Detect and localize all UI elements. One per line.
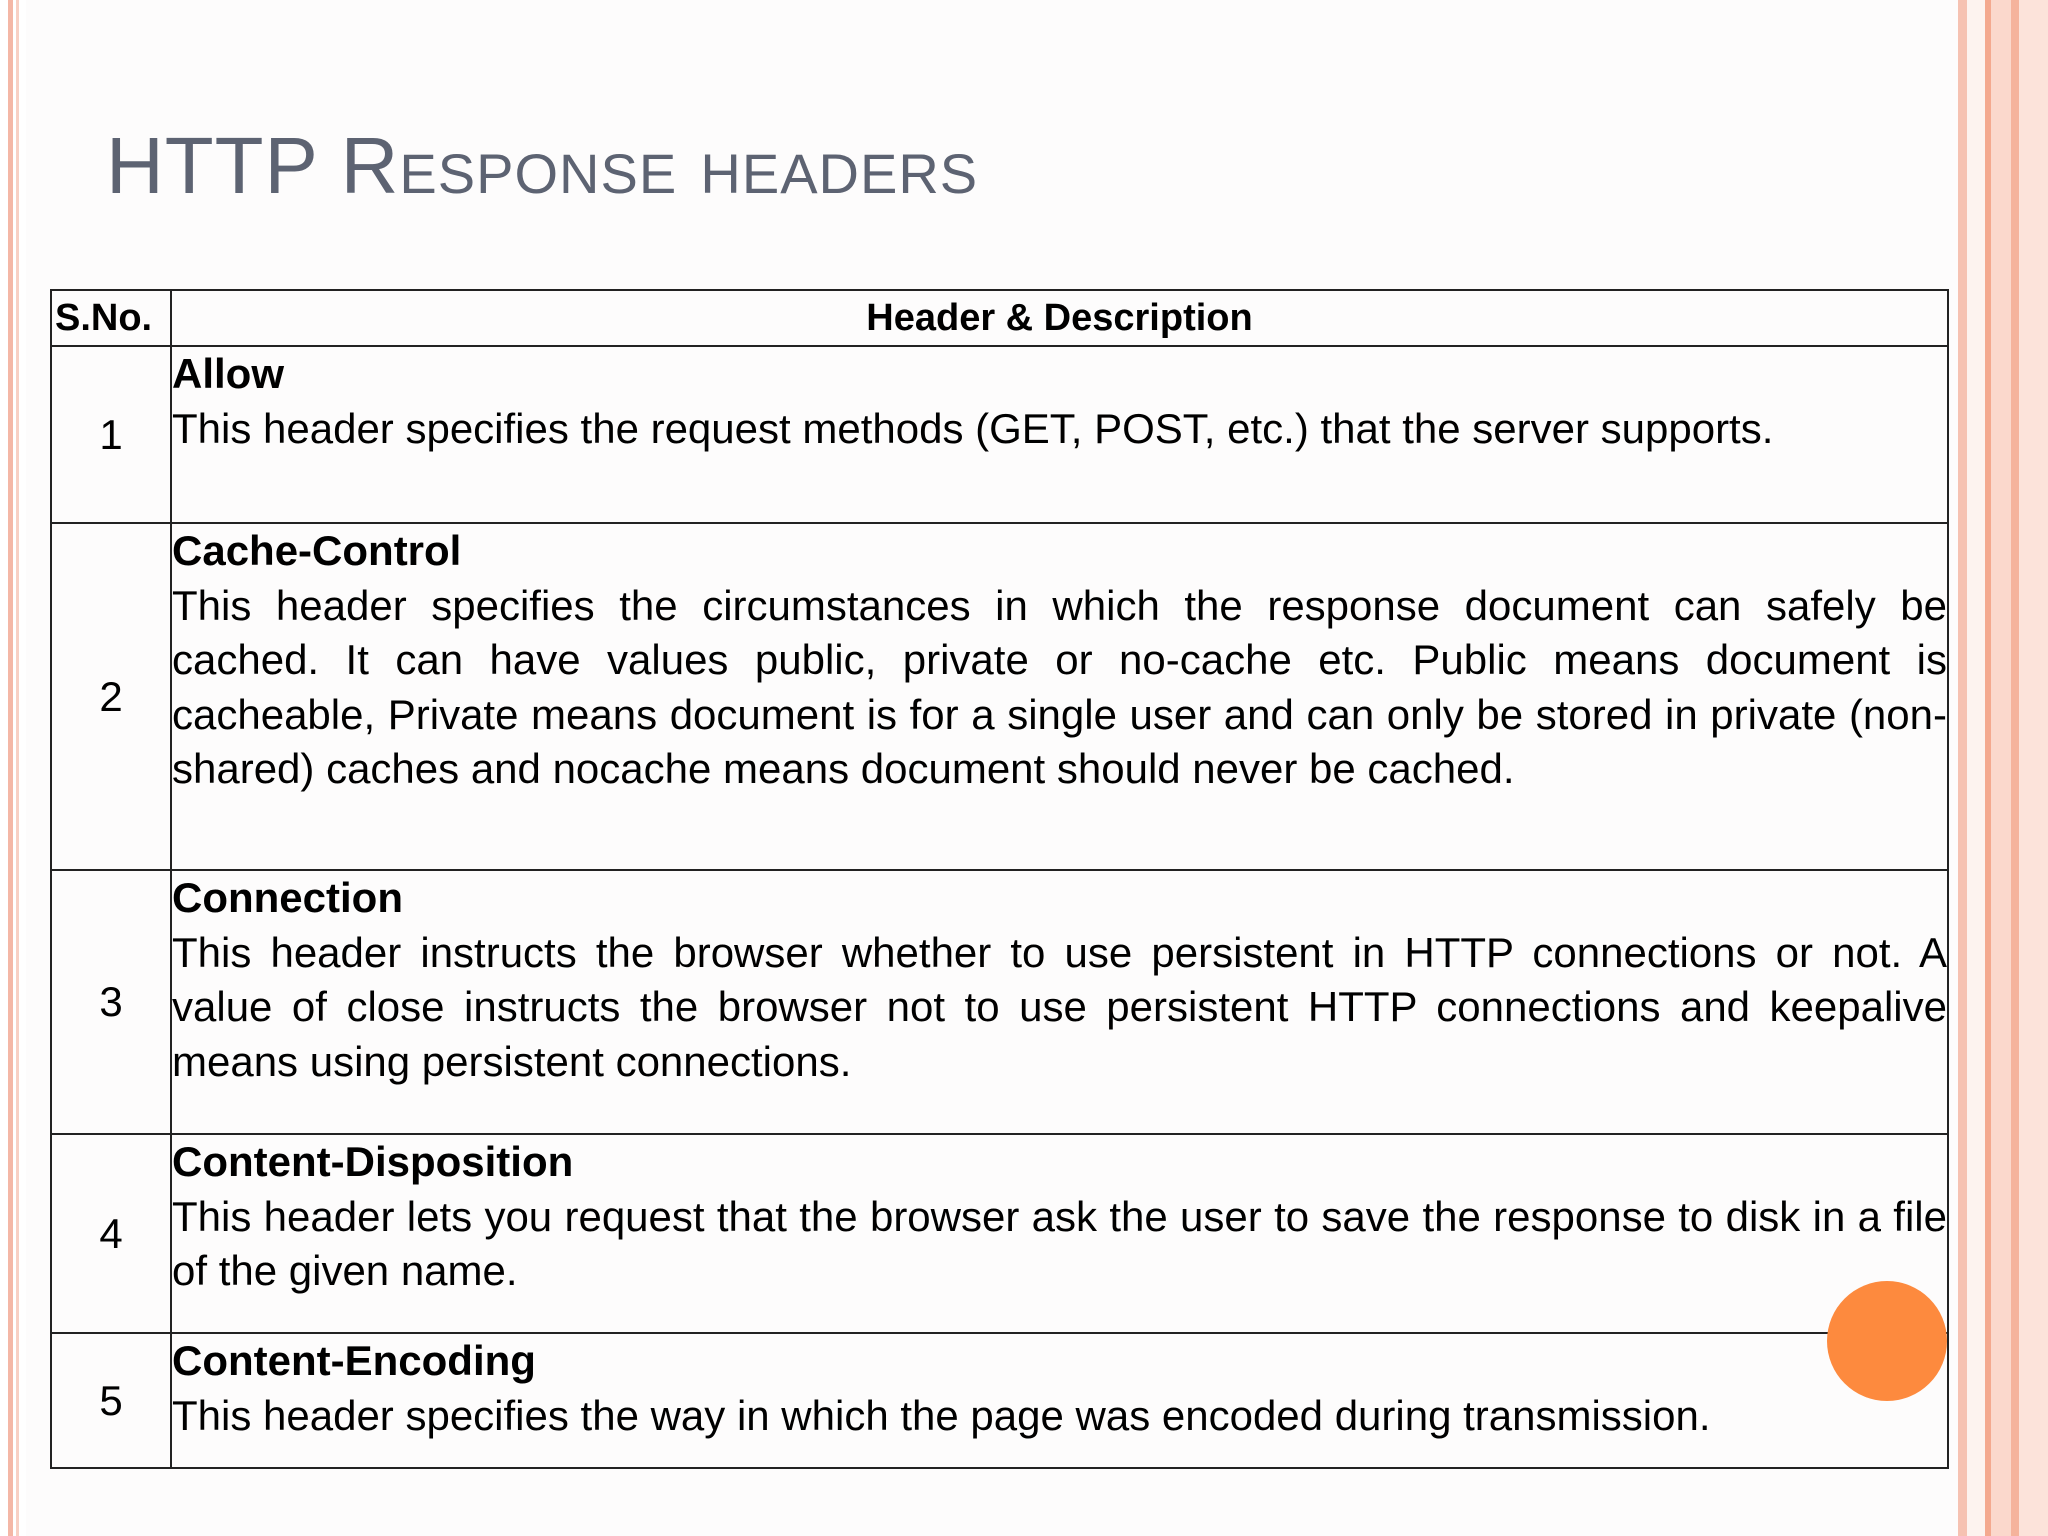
header-description: This header specifies the circumstances in which the response document can safely be cached. It can have values public, private or no-cache etc. Public means document is cacheable, Private means document is for a single user and can only be stored in private (non-shared) caches and nocache means document should never be cached. <box>172 581 1947 792</box>
header-description-cell <box>171 870 1948 1134</box>
table-row <box>51 870 1948 1134</box>
left-border-decoration <box>0 0 26 1536</box>
decorative-orange-circle <box>1827 1281 1947 1401</box>
table-row <box>51 523 1948 870</box>
row-number: 4 <box>51 1134 171 1333</box>
header-description-cell <box>171 1333 1948 1468</box>
header-name: Cache-Control <box>172 527 462 574</box>
header-description: This header instructs the browser whether to use persistent in HTTP connections or not. A value of close instructs the browser not to use persistent HTTP connections and keepalive means using persistent connections. <box>172 928 1947 1085</box>
table-header-row <box>51 290 1948 346</box>
row-number: 2 <box>51 523 171 870</box>
headers-table <box>50 289 1949 1469</box>
header-description: This header lets you request that the browser ask the user to save the response to disk in a file of the given name. <box>172 1192 1947 1294</box>
header-description-cell <box>171 523 1948 870</box>
table-row <box>51 346 1948 523</box>
header-name: Connection <box>172 874 403 921</box>
header-name: Content-Disposition <box>172 1138 574 1185</box>
header-name: Content-Encoding <box>172 1337 536 1384</box>
row-number: 1 <box>51 346 171 523</box>
header-description: This header specifies the way in which the page was encoded during transmission. <box>172 1391 1711 1439</box>
header-description-cell <box>171 346 1948 523</box>
slide-title: HTTP Response headers <box>106 121 979 210</box>
right-border-decoration <box>1958 0 2048 1536</box>
header-name: Allow <box>172 350 284 397</box>
column-header-sno: S.No. <box>51 290 171 346</box>
row-number: 5 <box>51 1333 171 1468</box>
column-header-description: Header & Description <box>171 290 1948 346</box>
row-number: 3 <box>51 870 171 1134</box>
header-description-cell <box>171 1134 1948 1333</box>
table-row <box>51 1333 1948 1468</box>
header-description: This header specifies the request methods (GET, POST, etc.) that the server supports. <box>172 404 1774 452</box>
table-row <box>51 1134 1948 1333</box>
